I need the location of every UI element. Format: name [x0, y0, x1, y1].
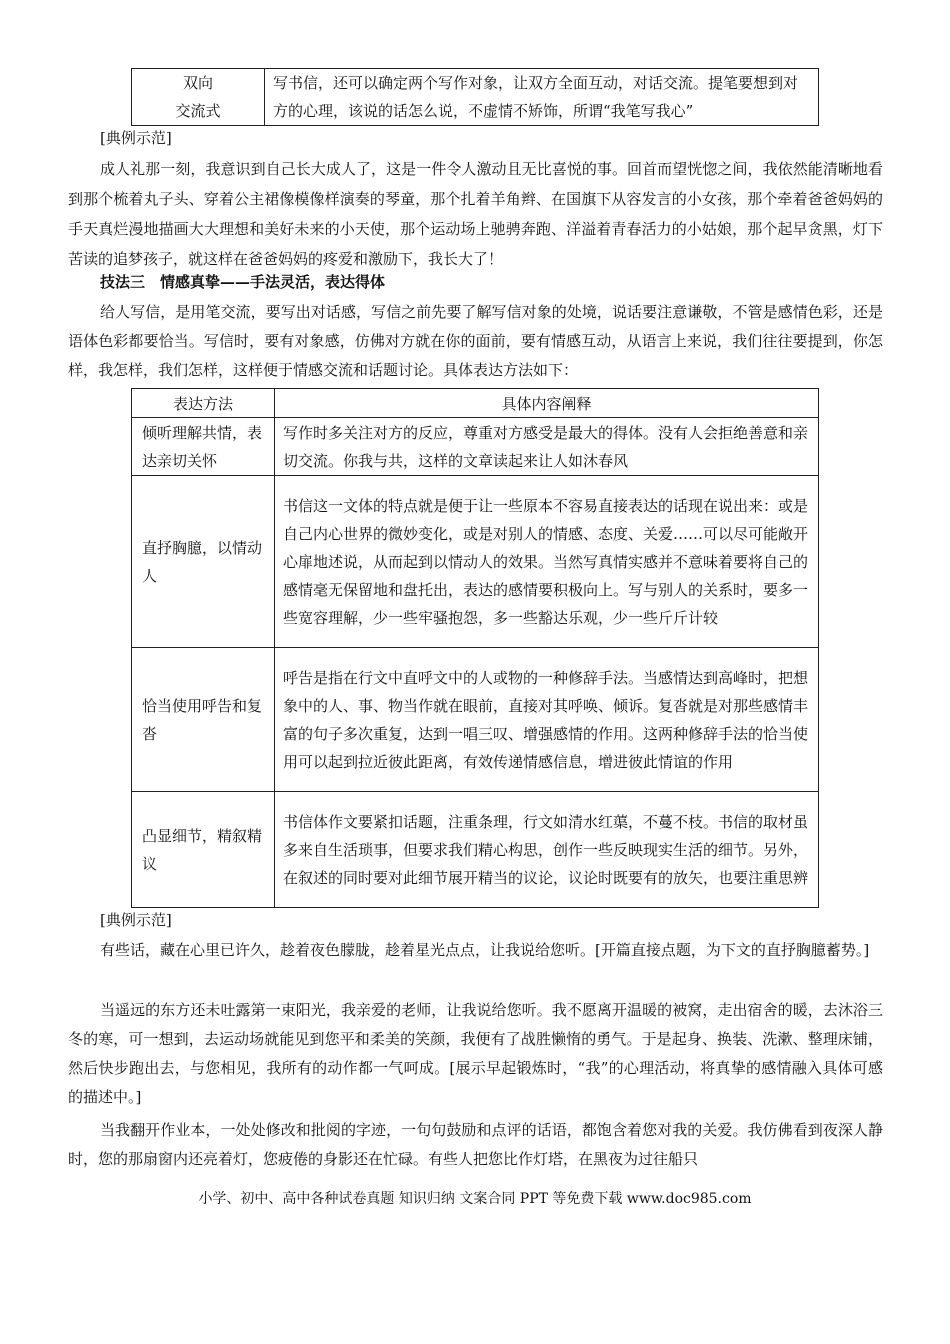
example-paragraph: 当遥远的东方还未吐露第一束阳光，我亲爱的老师，让我说给您听。我不愿离开温暖的被窝，走出宿舍的暖，去沐浴三冬的寒，可一想到，去运动场就能见到您平和柔美的笑颜，我便有了战胜懒惰的勇气。于是起身、换装、洗漱、整理床铺，然后快步跑出去，与您相见，我所有的动作都一气呵成。[展示早起锻炼时，“我”的心理活动，将真挚的感情融入具体可感的描述中。] [68, 1001, 883, 1106]
method-cell: 倾听理解共情，表达亲切关怀 [132, 418, 275, 476]
method-cell: 恰当使用呼告和复沓 [132, 648, 275, 792]
column-header: 具体内容阐释 [275, 389, 819, 418]
description-cell: 写书信，还可以确定两个写作对象，让双方全面互动，对话交流。提笔要想到对方的心理，该说的话怎么说，不虚情不矫饰，所谓“我笔写我心” [265, 69, 819, 126]
page-footer: 小学、初中、高中各种试卷真题 知识归纳 文案合同 PPT 等免费下载 www.doc985.com [198, 1191, 752, 1207]
example-paragraph: 成人礼那一刻，我意识到自己长大成人了，这是一件令人激动且无比喜悦的事。回首而望恍惚之间，我依然能清晰地看到那个梳着丸子头、穿着公主裙像模像样演奏的琴童，那个扎着羊角辫、在国旗下从容发言的小女孩，那个牵着爸爸妈妈的手天真烂漫地描画大大理想和美好未来的小天使，那个运动场上驰骋奔跑、洋溢着青春活力的小姑娘，那个起早贪黑，灯下苦读的追梦孩子，就这样在爸爸妈妈的疼爱和激励下，我长大了！ [68, 160, 883, 268]
description-cell: 书信这一文体的特点就是便于让一些原本不容易直接表达的话现在说出来：或是自己内心世界的微妙变化，或是对别人的情感、态度、关爱……可以尽可能敞开心扉地述说，从而起到以情动人的效果。当然写真情实感并不意味着要将自己的感情毫无保留地和盘托出，表达的感情要积极向上。写与别人的关系时，要多一些宽容理解，少一些牢骚抱怨，多一些豁达乐观，少一些斤斤计较 [275, 476, 819, 648]
description-cell: 呼告是指在行文中直呼文中的人或物的一种修辞手法。当感情达到高峰时，把想象中的人、事、物当作就在眼前，直接对其呼唤、倾诉。复沓就是对那些感情丰富的句子多次重复，达到一唱三叹、增强感情的作用。这两种修辞手法的恰当使用可以起到拉近彼此距离，有效传递情感信息，增进彼此情谊的作用 [275, 648, 819, 792]
example-label: [典例示范] [100, 911, 172, 929]
example-label: [典例示范] [100, 129, 172, 147]
method-cell [132, 69, 265, 126]
table-header-row [132, 389, 819, 418]
description-cell: 书信体作文要紧扣话题，注重条理，行文如清水红蕖，不蔓不枝。书信的取材虽多来自生活琐事，但要求我们精心构思，创作一些反映现实生活的细节。另外，在叙述的同时要对此细节展开精当的议论，议论时既要有的放矢，也要注重思辨 [275, 792, 819, 908]
table-row [132, 69, 819, 126]
table-row [132, 648, 819, 792]
table-row [132, 418, 819, 476]
table-row [132, 476, 819, 648]
expression-methods-table [131, 388, 819, 908]
section-heading: 技法三 情感真挚——手法灵活，表达得体 [100, 273, 386, 291]
method-cell: 凸显细节，精叙精议 [132, 792, 275, 908]
method-line: 交流式 [175, 102, 221, 120]
table-row [132, 792, 819, 908]
method-line: 双向 [182, 74, 213, 92]
method-table-continued [131, 68, 819, 126]
method-cell: 直抒胸臆，以情动人 [132, 476, 275, 648]
intro-paragraph: 给人写信，是用笔交流，要写出对话感，写信之前先要了解写信对象的处境，说话要注意谦敬，不管是感情色彩，还是语体色彩都要恰当。写信时，要有对象感，仿佛对方就在你的面前，要有情感互动，从语言上来说，我们往往要提到，你怎样，我怎样，我们怎样，这样便于情感交流和话题讨论。具体表达方法如下： [68, 303, 883, 379]
example-paragraph: 当我翻开作业本，一处处修改和批阅的字迹，一句句鼓励和点评的话语，都饱含着您对我的关爱。我仿佛看到夜深人静时，您的那扇窗内还亮着灯，您疲倦的身影还在忙碌。有些人把您比作灯塔，在黑夜为过往船只 [68, 1121, 883, 1168]
example-paragraph: 有些话，藏在心里已许久，趁着夜色朦胧，趁着星光点点，让我说给您听。[开篇直接点题，为下文的直抒胸臆蓄势。] [100, 941, 870, 959]
description-cell: 写作时多关注对方的反应，尊重对方感受是最大的得体。没有人会拒绝善意和亲切交流。你我与共，这样的文章读起来让人如沐春风 [275, 418, 819, 476]
column-header: 表达方法 [132, 389, 275, 418]
